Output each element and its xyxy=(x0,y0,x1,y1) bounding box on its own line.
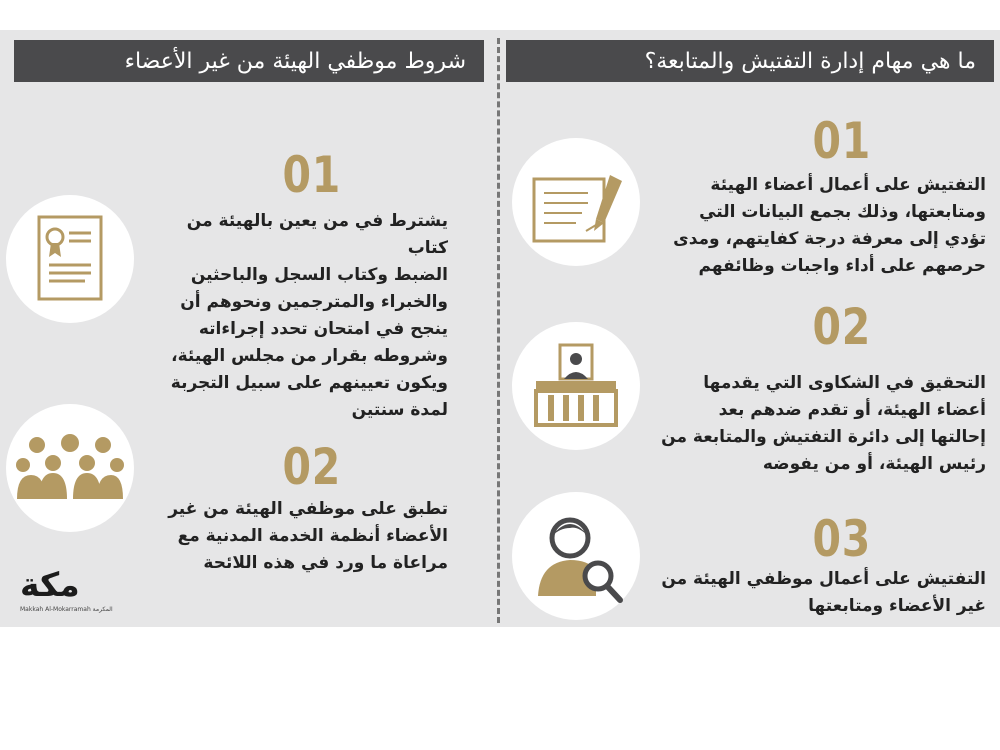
logo-word: مكة xyxy=(20,565,80,604)
document-pen-icon xyxy=(512,138,640,266)
item-description xyxy=(656,370,986,478)
group-people-icon xyxy=(6,404,134,532)
text-line: تطبق على موظفي الهيئة من غير xyxy=(168,499,448,519)
text-line: وشروطه بقرار من مجلس الهيئة، xyxy=(171,346,448,366)
text-line: ينجح في امتحان تحدد إجراءاته xyxy=(198,319,448,339)
text-line: التفتيش على أعمال موظفي الهيئة من xyxy=(661,569,986,589)
item-number: 02 xyxy=(282,438,342,496)
text-line: مراعاة ما ورد في هذه اللائحة xyxy=(203,553,448,573)
makkah-newspaper-logo xyxy=(20,565,115,618)
left-header-title: شروط موظفي الهيئة من غير الأعضاء xyxy=(124,48,466,74)
item-number: 03 xyxy=(812,510,872,568)
text-line: ومتابعتها، وذلك بجمع البيانات التي xyxy=(699,202,986,222)
text-line: التحقيق في الشكاوى التي يقدمها xyxy=(703,373,986,393)
text-line: يشترط في من يعين بالهيئة من كتاب xyxy=(186,211,448,258)
column-divider xyxy=(497,38,500,623)
certificate-icon xyxy=(6,195,134,323)
left-column-header xyxy=(14,40,484,82)
text-line: أعضاء الهيئة، أو تقدم ضدهم بعد xyxy=(718,400,986,420)
text-line: إحالتها إلى دائرة التفتيش والمتابعة من xyxy=(661,427,986,447)
text-line: ويكون تعيينهم على سبيل التجربة xyxy=(170,373,448,393)
court-judge-icon xyxy=(512,322,640,450)
item-description xyxy=(148,208,448,424)
text-line: تؤدي إلى معرفة درجة كفايتهم، ومدى xyxy=(673,229,986,249)
text-line: والخبراء والمترجمين ونحوهم أن xyxy=(180,292,448,312)
item-number: 01 xyxy=(282,146,342,204)
item-description xyxy=(148,496,448,577)
text-line: الضبط وكتاب السجل والباحثين xyxy=(190,265,448,285)
person-magnifier-icon xyxy=(512,492,640,620)
item-description xyxy=(656,566,986,620)
text-line: حرصهم على أداء واجبات وظائفهم xyxy=(698,256,986,276)
text-line: رئيس الهيئة، أو من يفوضه xyxy=(762,454,986,474)
right-column-header xyxy=(506,40,994,82)
item-number: 02 xyxy=(812,298,872,356)
text-line: غير الأعضاء ومتابعتها xyxy=(808,596,986,616)
item-number: 01 xyxy=(812,112,872,170)
text-line: التفتيش على أعمال أعضاء الهيئة xyxy=(710,175,986,195)
text-line: الأعضاء أنظمة الخدمة المدنية مع xyxy=(177,526,448,546)
text-line: لمدة سنتين xyxy=(351,400,448,420)
logo-subtitle: Makkah Al-Mokarramah المكرمة xyxy=(20,606,113,613)
item-description xyxy=(656,172,986,280)
right-header-title: ما هي مهام إدارة التفتيش والمتابعة؟ xyxy=(644,48,976,74)
